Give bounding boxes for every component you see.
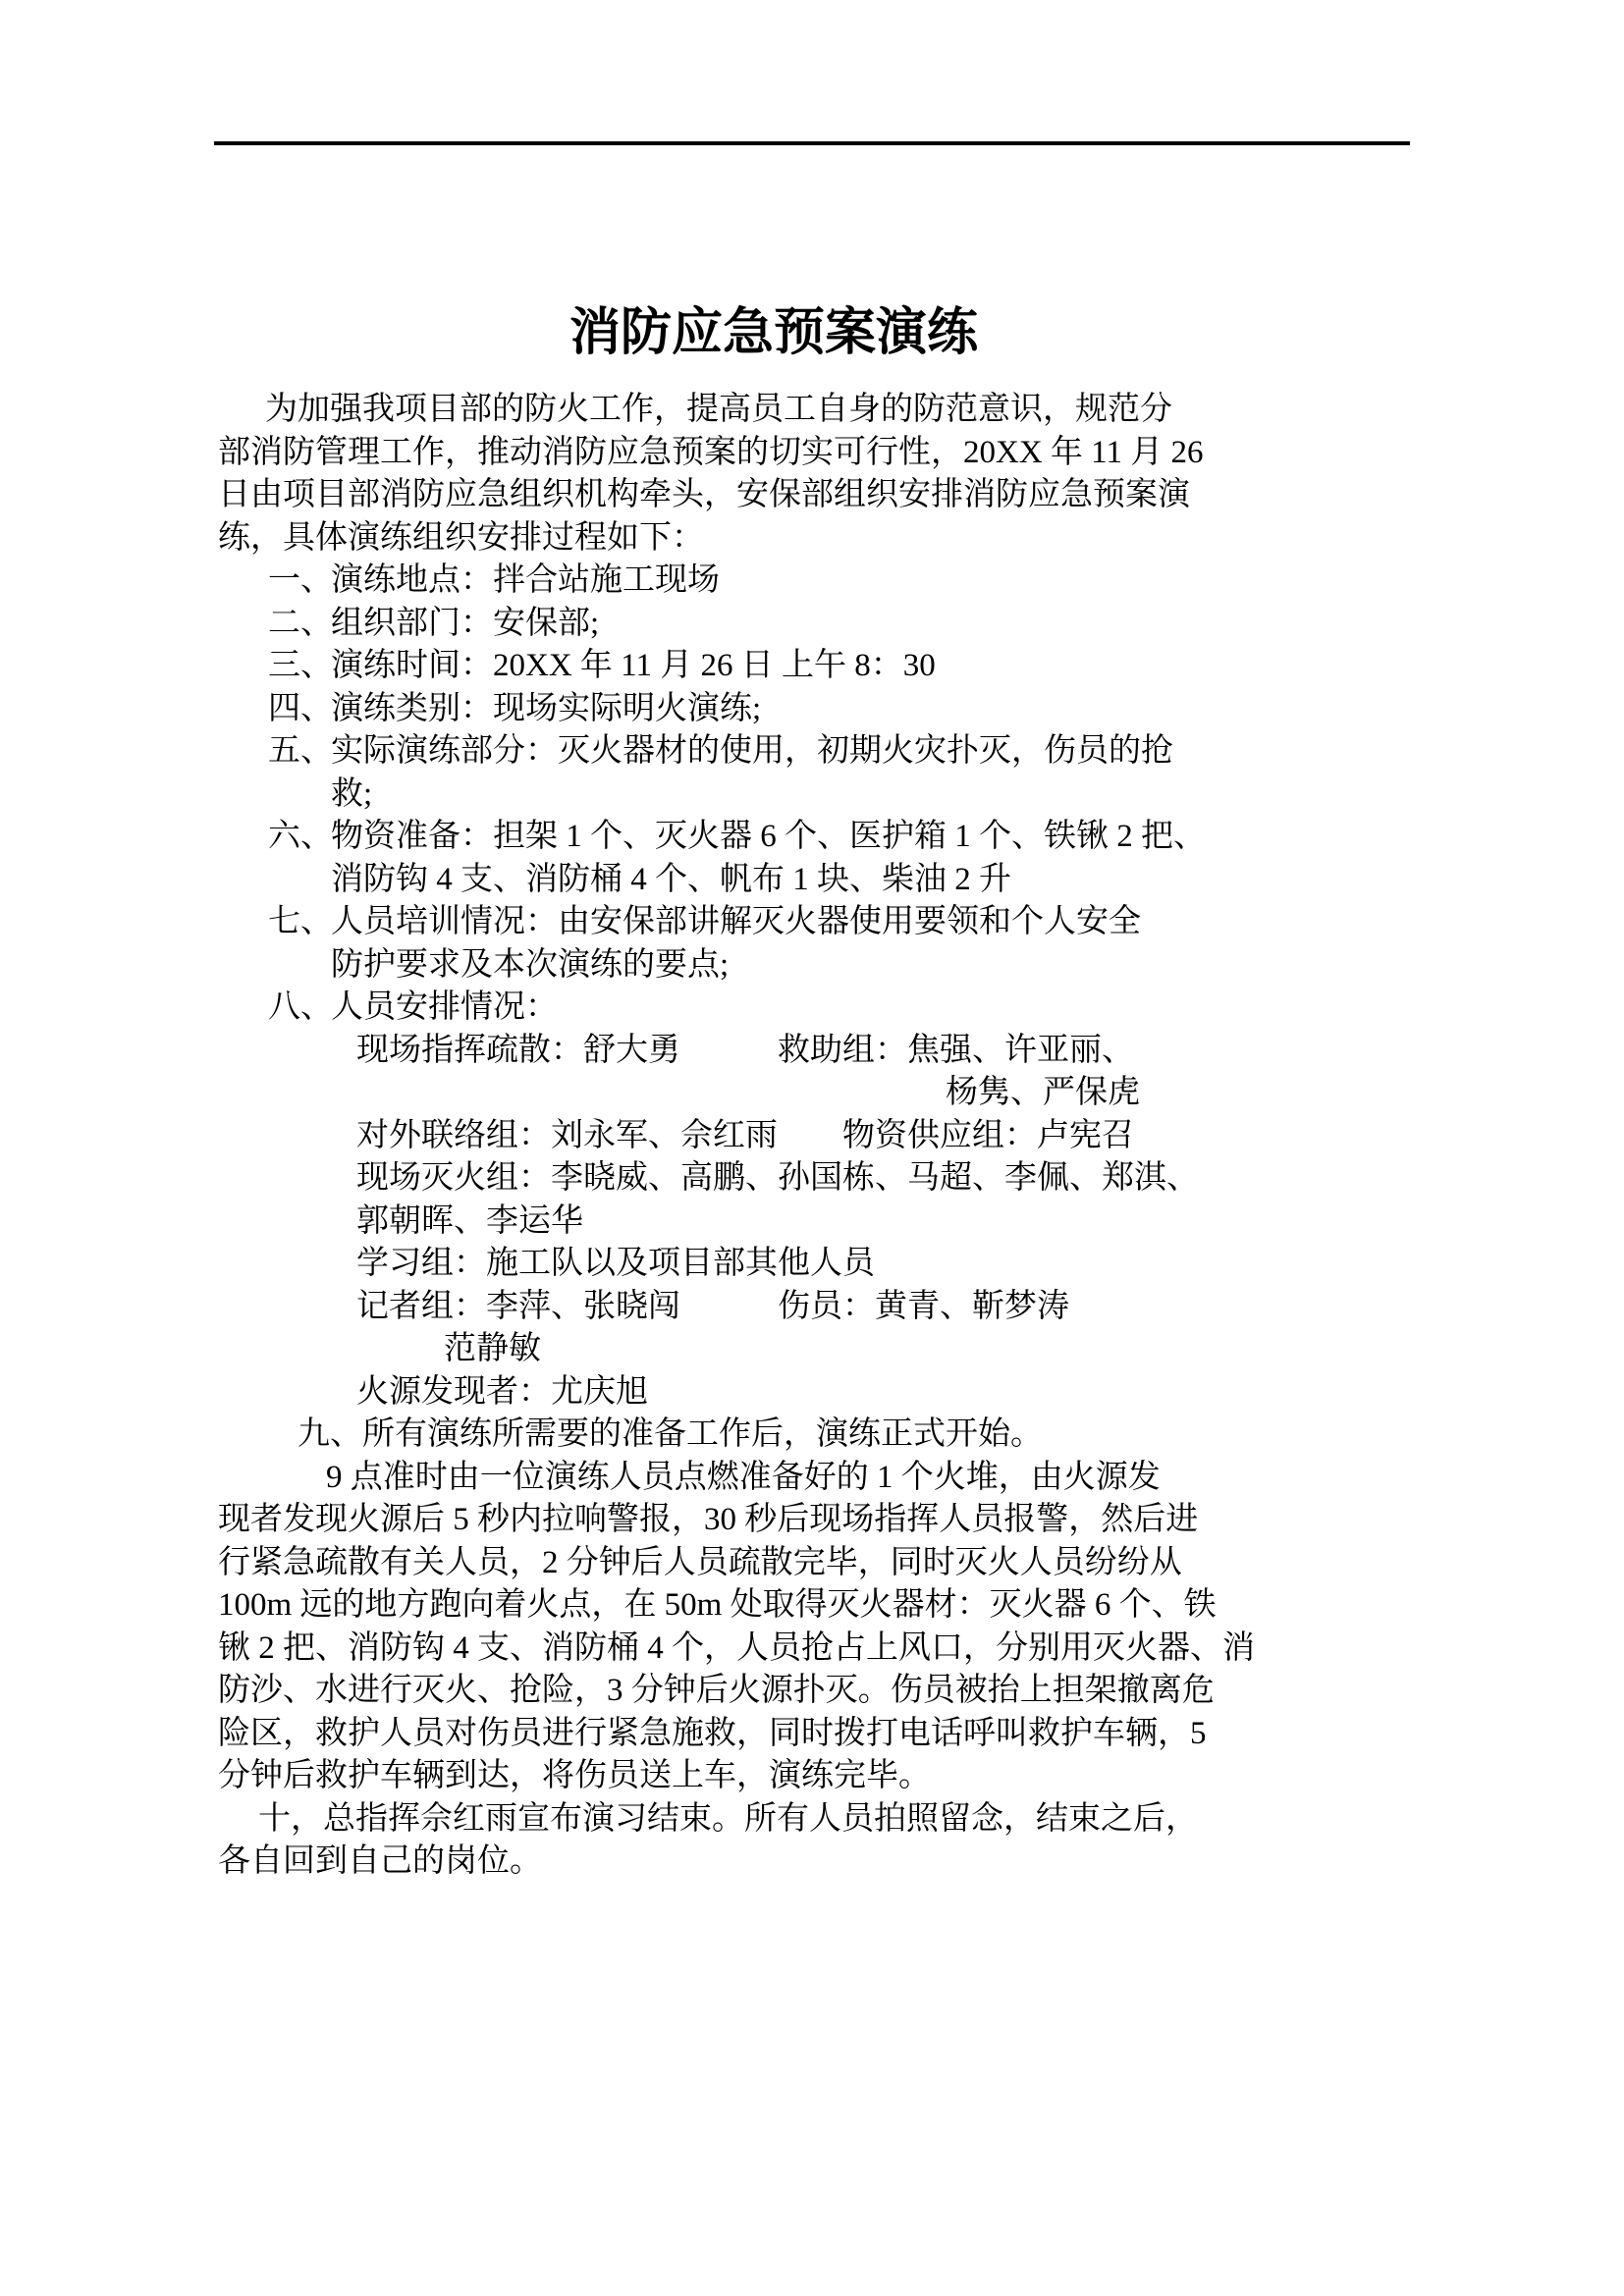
text-line: 范静敏 [444,1331,541,1366]
document-body [218,389,1408,1884]
text-line: 行紧急疏散有关人员，2 分钟后人员疏散完毕，同时灭火人员纷纷从 [218,1544,1182,1580]
list-item [218,603,1408,646]
closing-paragraph [218,1798,1408,1884]
text-line: 防护要求及本次演练的要点; [331,946,730,983]
list-item [218,816,1408,901]
text-line: 学习组：施工队以及项目部其他人员 [356,1246,875,1281]
text-line: 记者组：李萍、张晓闯 伤员：黄青、靳梦涛 [356,1288,1069,1324]
list-item [218,645,1408,688]
list-item [218,688,1408,731]
intro-paragraph [218,389,1408,560]
text-line: 组织部门：安保部; [331,605,600,641]
text-line: 100m 远的地方跑向着火点，在 50m 处取得灭火器材：灭火器 6 个、铁 [218,1587,1217,1623]
drill-paragraph [218,1457,1408,1798]
text-line: 锹 2 把、消防钩 4 支、消防桶 4 个，人员抢占上风口，分别用灭火器、消 [218,1629,1255,1666]
list-item [218,901,1408,987]
text-line: 防沙、水进行灭火、抢险，3 分钟后火源扑灭。伤员被抬上担架撤离危 [218,1673,1215,1708]
text-line: 消防钩 4 支、消防桶 4 个、帆布 1 块、柴油 2 升 [331,861,1011,897]
text-line: 分钟后救护车辆到达，将伤员送上车，演练完毕。 [218,1758,931,1793]
text-line: 对外联络组：刘永军、佘红雨 物资供应组：卢宪召 [356,1117,1134,1153]
text-line: 日由项目部消防应急组织机构牵头，安保部组织安排消防应急预案演 [218,477,1190,512]
text-line: 9 点准时由一位演练人员点燃准备好的 1 个火堆，由火源发 [326,1459,1161,1495]
list-item [218,987,1408,1030]
text-line: 火源发现者：尤庆旭 [356,1373,648,1410]
text-line: 实际演练部分：灭火器材的使用，初期火灾扑灭，伤员的抢 [331,733,1173,769]
header-divider [214,141,1410,145]
text-line: 物资准备：担架 1 个、灭火器 6 个、医护箱 1 个、铁锹 2 把、 [331,819,1206,854]
text-line: 险区，救护人员对伤员进行紧急施救，同时拨打电话呼叫救护车辆，5 [218,1715,1207,1751]
text-line: 人员安排情况： [331,989,558,1025]
text-line: 演练地点：拌合站施工现场 [331,562,720,598]
list-item [218,730,1408,816]
list-item-number: 八、 [268,989,333,1025]
text-line: 十，总指挥佘红雨宣布演习结束。所有人员拍照留念，结束之后， [258,1800,1198,1837]
personnel-assignments [218,1030,1408,1415]
text-line: 救; [331,775,373,812]
list-item-number: 一、 [268,562,333,598]
text-line: 杨隽、严保虎 [946,1075,1140,1110]
text-line: 练，具体演练组织安排过程如下： [218,519,704,556]
text-line: 现场灭火组：李晓威、高鹏、孙国栋、马超、李佩、郑淇、 [356,1160,1199,1196]
text-line: 演练时间：20XX 年 11 月 26 日 上午 8：30 [331,648,936,683]
list-item-number: 三、 [268,648,333,683]
item-nine-line: 九、所有演练所需要的准备工作后，演练正式开始。 [298,1416,1043,1452]
list-item-number: 四、 [268,690,333,726]
text-line: 为加强我项目部的防火工作，提高员工自身的防范意识，规范分 [265,392,1172,427]
list-item-number: 五、 [268,733,333,769]
text-line: 郭朝晖、李运华 [356,1202,583,1239]
document-title: 消防应急预案演练 [568,304,978,361]
text-line: 人员培训情况：由安保部讲解灭火器使用要领和个人安全 [331,904,1141,939]
list-item-number: 七、 [268,904,333,939]
text-line: 现场指挥疏散：舒大勇 救助组：焦强、许亚丽、 [356,1032,1134,1068]
document-content [218,0,1408,1884]
text-line: 各自回到自己的岗位。 [218,1843,542,1879]
list-item [218,560,1408,603]
list-item-number: 二、 [268,605,333,641]
text-line: 现者发现火源后 5 秒内拉响警报，30 秒后现场指挥人员报警，然后进 [218,1502,1199,1537]
list-item-number: 六、 [268,819,333,854]
text-line: 部消防管理工作，推动消防应急预案的切实可行性，20XX 年 11 月 26 [218,434,1204,470]
text-line: 演练类别：现场实际明火演练; [331,690,762,726]
